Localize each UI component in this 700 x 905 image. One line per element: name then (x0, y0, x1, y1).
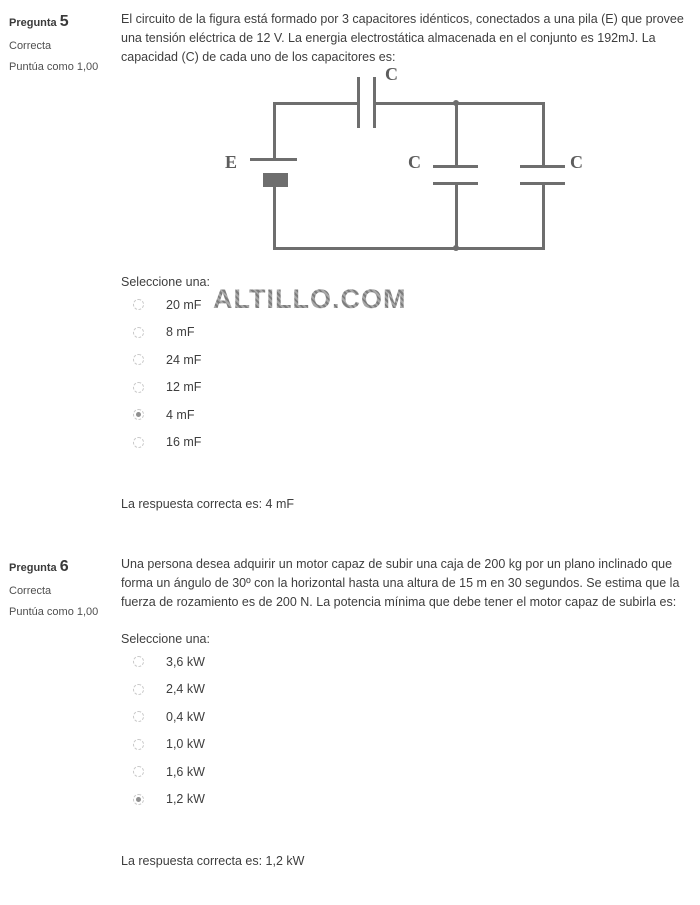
radio-button[interactable] (133, 711, 144, 722)
option-label[interactable]: 8 mF (166, 325, 195, 340)
answer-option[interactable] (121, 401, 692, 429)
wire-top-left (273, 102, 357, 105)
option-label[interactable]: 4 mF (166, 407, 195, 422)
option-label[interactable]: 2,4 kW (166, 682, 205, 697)
answer-option[interactable] (121, 786, 692, 814)
question-text: Una persona desea adquirir un motor capaz de subir una caja de 200 kg por un plano inclinado que forma un ángulo de 30º con la horizontal hasta una altura de 15 m en 30 segundos. Se estima que la fuerza de rozamiento es de 200 N. La potencia mínima que debe tener el motor capaz de subirla es: (121, 557, 680, 609)
circuit-figure (225, 63, 607, 255)
question-content-5 (121, 8, 700, 511)
answer-option[interactable] (121, 319, 692, 347)
option-label[interactable]: 1,2 kW (166, 792, 205, 807)
battery-positive-plate (250, 158, 297, 161)
question-number-label: Pregunta (9, 17, 57, 29)
question-status: Correcta (9, 585, 52, 597)
answer-option[interactable] (121, 429, 692, 457)
option-label[interactable]: 3,6 kW (166, 654, 205, 669)
wire-left-lower (273, 187, 276, 250)
wire-right-upper (542, 102, 545, 168)
wire-right-lower (542, 185, 545, 250)
question-grade: Puntúa como 1,00 (9, 606, 99, 618)
question-text: El circuito de la figura está formado por 3 capacitores idénticos, conectados a una pila (E) que provee una tensión eléctrica de 12 V. La energia electrostática almacenada en el conjunto es 192mJ. La capacidad (C) de cada uno de los capacitores es: (121, 12, 684, 64)
question-block-5 (0, 8, 700, 511)
radio-button[interactable] (133, 382, 144, 393)
radio-button[interactable] (133, 766, 144, 777)
capacitor-top-label: C (385, 64, 398, 84)
radio-button[interactable] (133, 794, 144, 805)
question-number-value: 5 (59, 13, 69, 30)
question-number (9, 553, 121, 576)
radio-button[interactable] (133, 354, 144, 365)
question-info-5 (0, 8, 121, 511)
capacitor-top-plate-right (373, 77, 376, 128)
radio-button[interactable] (133, 739, 144, 750)
question-number-value: 6 (59, 558, 69, 575)
radio-button[interactable] (133, 656, 144, 667)
junction-dot-bottom (453, 245, 459, 251)
option-label[interactable]: 12 mF (166, 380, 202, 395)
capacitor-middle-plate-top (433, 165, 478, 168)
answer-option[interactable] (121, 346, 692, 374)
question-status: Correcta (9, 40, 52, 52)
question-block-6 (0, 553, 700, 868)
question-info-6 (0, 553, 121, 868)
radio-button[interactable] (133, 327, 144, 338)
option-label[interactable]: 16 mF (166, 435, 202, 450)
question-number-label: Pregunta (9, 562, 57, 574)
radio-button[interactable] (133, 299, 144, 310)
select-one-label: Seleccione una: (121, 632, 210, 646)
correct-answer-text: La respuesta correcta es: 4 mF (121, 497, 294, 511)
option-label[interactable]: 20 mF (166, 297, 202, 312)
question-number (9, 8, 121, 31)
select-one-label: Seleccione una: (121, 275, 210, 289)
junction-dot-top (453, 100, 459, 106)
wire-left-upper (273, 102, 276, 161)
capacitor-right-plate-top (520, 165, 565, 168)
question-grade: Puntúa como 1,00 (9, 61, 99, 73)
option-label[interactable]: 1,6 kW (166, 764, 205, 779)
capacitor-right-label: C (570, 152, 583, 172)
wire-middle-lower (455, 185, 458, 250)
question-content-6 (121, 553, 700, 868)
radio-button[interactable] (133, 684, 144, 695)
answer-option[interactable] (121, 703, 692, 731)
capacitor-middle-label: C (408, 152, 421, 172)
option-label[interactable]: 24 mF (166, 352, 202, 367)
radio-button[interactable] (133, 437, 144, 448)
answer-option[interactable] (121, 731, 692, 759)
battery-negative-plate (263, 173, 288, 187)
options-list-q6 (121, 648, 692, 813)
option-label[interactable]: 0,4 kW (166, 709, 205, 724)
answer-option[interactable] (121, 676, 692, 704)
answer-option[interactable] (121, 648, 692, 676)
answer-option[interactable] (121, 374, 692, 402)
wire-middle-upper (455, 102, 458, 166)
wire-top-right (376, 102, 545, 105)
wire-bottom (273, 247, 545, 250)
options-list-q5 (121, 284, 692, 456)
radio-button[interactable] (133, 409, 144, 420)
option-label[interactable]: 1,0 kW (166, 737, 205, 752)
answer-option[interactable] (121, 291, 692, 319)
answer-option[interactable] (121, 758, 692, 786)
battery-label: E (225, 152, 238, 172)
altillo-watermark: ALTILLO.COM (213, 284, 407, 314)
correct-answer-text: La respuesta correcta es: 1,2 kW (121, 854, 305, 868)
capacitor-top-plate-left (357, 77, 360, 128)
